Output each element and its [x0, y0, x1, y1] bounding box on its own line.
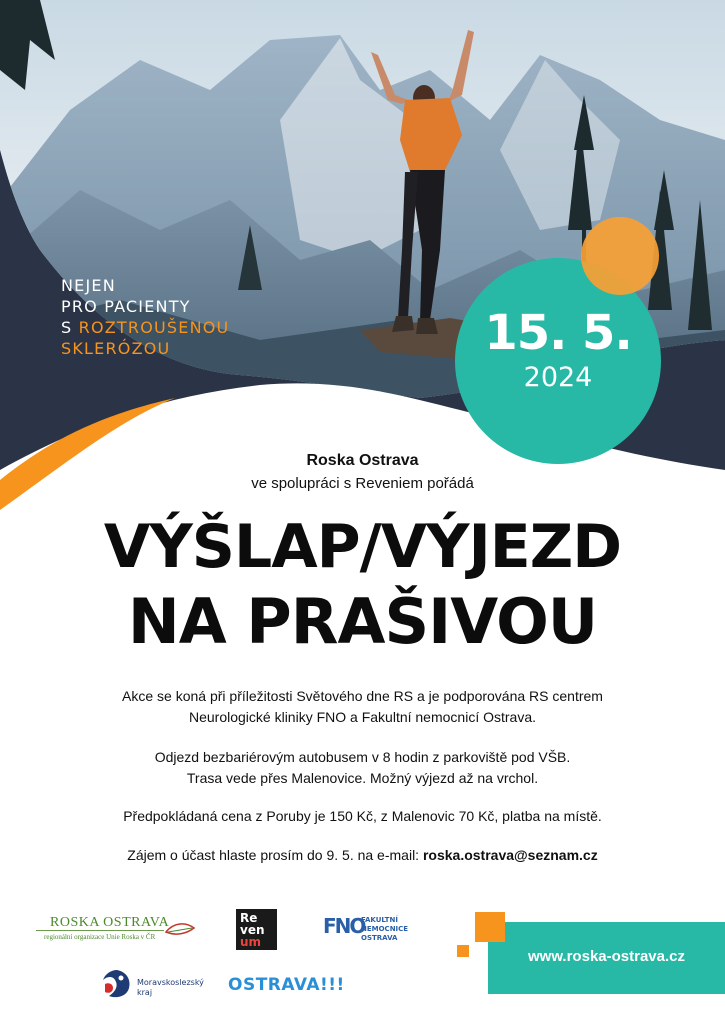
moravskoslezsky-kraj-logo [101, 968, 211, 1002]
text-line: Neurologické kliniky FNO a Fakultní nemocnicí Ostrava. [188, 709, 536, 725]
reven-text-1: Re [240, 911, 258, 925]
contact-text: Zájem o účast hlaste prosím do 9. 5. na e-mail: [127, 847, 423, 863]
region-text-line: kraj [137, 988, 153, 997]
orange-accent-circle [581, 217, 659, 295]
region-emblem-icon [101, 968, 133, 1000]
orange-square-accent [475, 912, 505, 942]
roska-logo-line [36, 930, 164, 931]
roska-logo-subtitle: regionální organizace Unie Roska v ČR [44, 933, 156, 941]
price-paragraph: Předpokládaná cena z Poruby je 150 Kč, z Malenovic 70 Kč, platba na místě. [123, 808, 602, 824]
tagline-highlight: ROZTROUŠENOU [78, 318, 230, 337]
event-year: 2024 [523, 362, 593, 393]
fno-text-line: OSTRAVA [361, 934, 398, 942]
revenium-logo [236, 909, 277, 950]
fno-text-line: FAKULTNÍ [361, 916, 398, 924]
tagline-prefix: S [61, 318, 79, 337]
tagline [61, 275, 229, 359]
region-text [137, 978, 204, 998]
reven-text-2: ven [240, 923, 265, 937]
leaf-icon [164, 920, 196, 940]
orange-square-accent-small [457, 945, 469, 957]
tagline-highlight: SKLERÓZOU [61, 339, 171, 358]
text-line: Akce se koná při příležitosti Světového dne RS a je podporována RS centrem [122, 688, 603, 704]
reven-text-3: um [240, 935, 262, 949]
organizer-name: Roska Ostrava [306, 452, 419, 469]
roska-ostrava-logo [36, 912, 196, 946]
organizer-subtitle: ve spolupráci s Reveniem pořádá [251, 475, 474, 492]
region-text-line: Moravskoslezský [137, 978, 204, 987]
fno-text-line: NEMOCNICE [361, 925, 409, 933]
ostrava-city-logo: OSTRAVA!!! [228, 975, 345, 995]
fno-mark: FNO [323, 914, 365, 938]
tagline-line [61, 317, 229, 338]
fno-logo [323, 912, 433, 948]
description-paragraph [0, 686, 725, 728]
tagline-line: PRO PACIENTY [61, 297, 191, 316]
contact-paragraph [0, 845, 725, 866]
text-line: Odjezd bezbariérovým autobusem v 8 hodin z parkoviště pod VŠB. [154, 749, 571, 765]
main-title-line1: VÝŠLAP/VÝJEZD [103, 512, 622, 582]
text-line: Trasa vede přes Malenovice. Možný výjezd až na vrchol. [186, 770, 539, 786]
main-title-line2: NA PRAŠIVOU [127, 585, 598, 658]
contact-email-link[interactable]: roska.ostrava@seznam.cz [422, 847, 598, 863]
event-date: 15. 5. [484, 305, 632, 361]
website-link[interactable]: www.roska-ostrava.cz [527, 948, 685, 965]
roska-logo-name: ROSKA OSTRAVA [50, 915, 170, 930]
departure-paragraph [0, 747, 725, 789]
tagline-line: NEJEN [61, 276, 116, 295]
fno-text [361, 916, 408, 943]
